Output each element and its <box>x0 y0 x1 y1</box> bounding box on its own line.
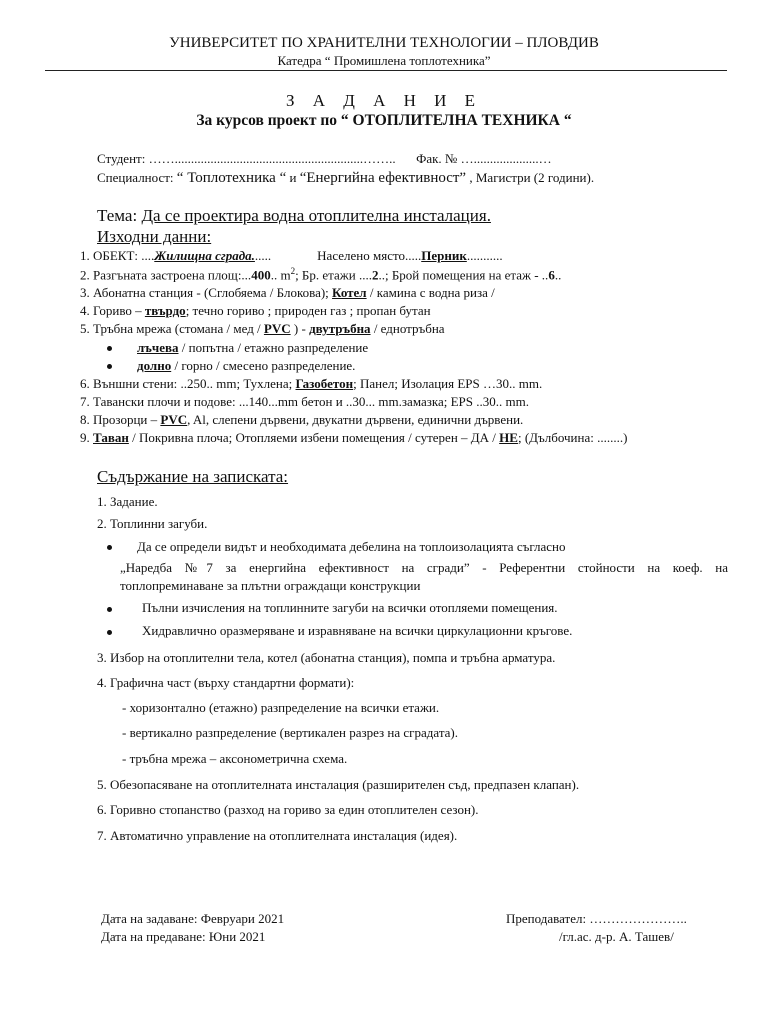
bullet-icon <box>107 364 112 369</box>
topic-text: Да се проектира водна отоплителна инсталация. <box>141 206 491 225</box>
item-8 <box>80 412 523 428</box>
item-5-label: 5. Тръбна мрежа (стомана / мед / <box>80 321 264 336</box>
item-2-rooms: 6 <box>548 267 555 283</box>
item-8-label: 8. Прозорци – <box>80 412 161 427</box>
contents-item-2-bullet-1-cont-b: топлопреминаване за плътни ограждащи конструкции <box>120 578 421 593</box>
item-3 <box>80 285 495 301</box>
item-8-pvc: PVC <box>160 412 188 427</box>
item-2-unit: .. m <box>270 267 291 283</box>
item-2-label: 2. Разгъната застроена площ:... <box>80 267 252 283</box>
university-name: УНИВЕРСИТЕТ ПО ХРАНИТЕЛНИ ТЕХНОЛОГИИ – ПЛОВДИВ <box>169 35 599 51</box>
item-1-object: Жилищна сграда. <box>154 248 255 263</box>
item-4-rest: ; течно гориво ; природен газ ; пропан бутан <box>185 303 431 318</box>
contents-item-7: 7. Автоматично управление на отоплителната инсталация (идея). <box>97 828 458 843</box>
item-6-label: 6. Външни стени: ..250.. mm; Тухлена; <box>80 376 296 391</box>
item-2-area: 400 <box>251 267 271 283</box>
contents-item-2-bullet-1-cont-a: „Наредба №7 за енергийна ефективност на сгради” - Референтни стойности на коеф. на <box>120 560 728 575</box>
specialty-label: Специалност: <box>97 170 177 185</box>
header-divider <box>45 70 727 71</box>
item-9-no: НЕ <box>499 430 518 445</box>
item-5-pvc: PVC <box>263 321 291 336</box>
specialty-2: “Енергийна ефективност” <box>299 170 467 186</box>
topic-line <box>97 206 491 226</box>
item-9-ceiling: Таван <box>93 430 129 445</box>
item-1-city-label: Населено място..... <box>317 248 422 263</box>
bullet-icon <box>107 607 112 612</box>
item-5-bullet-1-rest: / попътна / етажно разпределение <box>178 340 369 355</box>
topic-label: Тема: <box>97 206 142 225</box>
item-1-city: Перник <box>421 248 467 263</box>
item-5-radial: лъчева <box>137 340 179 355</box>
item-2-rooms-dots: .. <box>554 267 562 283</box>
document-title: З А Д А Н И Е <box>285 91 483 110</box>
teacher-name: /гл.ас. д-р. А. Ташев/ <box>559 929 674 944</box>
bullet-icon <box>107 545 112 550</box>
specialty-1: “ Топлотехника “ <box>176 170 287 186</box>
contents-item-2-bullet-2: Пълни изчисления на топлинните загуби на всички отопляеми помещения. <box>142 600 558 615</box>
item-2-floors-label: ; Бр. етажи .... <box>295 267 372 283</box>
contents-item-5: 5. Обезопасяване на отоплителната инсталация (разширителен съд, предпазен клапан). <box>97 777 580 792</box>
contents-item-2-bullet-3: Хидравлично оразмеряване и изравняване на всички циркулационни кръгове. <box>142 623 573 638</box>
student-line <box>97 151 552 167</box>
item-4-fuel: твърдо <box>144 303 186 318</box>
item-2-unit-sup: 2 <box>290 266 296 276</box>
contents-item-2-bullet-1: Да се определи видът и необходимата дебелина на топлоизолацията съгласно <box>137 539 566 554</box>
item-2-floors: 2 <box>371 267 379 283</box>
item-9-mid: / Покривна плоча; Отопляеми избени помещения / сутерен – ДА / <box>128 430 500 445</box>
item-3-rest: / камина с водна риза / <box>366 285 495 300</box>
item-6 <box>80 376 542 392</box>
specialty-and: и <box>286 170 300 185</box>
item-4-label: 4. Гориво – <box>80 303 145 318</box>
item-5-bullet-2-rest: / горно / смесено разпределение. <box>171 358 356 373</box>
item-5-bullet-2 <box>137 358 355 374</box>
item-3-label: 3. Абонатна станция - (Сглобяема / Блокова); <box>80 285 333 300</box>
contents-item-4: 4. Графична част (върху стандартни формати): <box>97 675 355 690</box>
contents-heading: Съдържание на записката: <box>97 467 289 486</box>
specialty-tail: , Магистри (2 години). <box>466 170 595 185</box>
item-7: 7. Тавански плочи и подове: ...140...mm бетон и ..30... mm.замазка; EPS ..30.. mm. <box>80 394 529 409</box>
item-3-boiler: Котел <box>332 285 367 300</box>
submit-date: Дата на предаване: Юни 2021 <box>101 929 266 944</box>
student-label: Студент: <box>97 151 149 166</box>
item-6-gas-concrete: Газобетон <box>295 376 354 391</box>
contents-item-6: 6. Горивно стопанство (разход на гориво за един отоплителен сезон). <box>97 802 479 817</box>
item-5-rest: / еднотръбна <box>370 321 445 336</box>
specialty-line <box>97 170 594 187</box>
initial-data-heading: Изходни данни: <box>97 227 212 246</box>
item-5-sep: ) - <box>290 321 310 336</box>
item-6-rest: ; Панел; Изолация EPS …30.. mm. <box>353 376 543 391</box>
item-4 <box>80 303 431 319</box>
department-name: Катедра “ Промишлена топлотехника” <box>277 53 491 68</box>
contents-item-3: 3. Избор на отоплителни тела, котел (абонатна станция), помпа и тръбна арматура. <box>97 650 556 665</box>
item-1-city-dots: ........... <box>466 248 503 263</box>
document-subtitle: За курсов проект по “ ОТОПЛИТЕЛНА ТЕХНИКА “ <box>196 112 572 129</box>
bullet-icon <box>107 346 112 351</box>
item-9 <box>80 430 627 446</box>
contents-item-1: 1. Задание. <box>97 494 158 509</box>
item-2-rooms-label: ..; Брой помещения на етаж - .. <box>378 267 549 283</box>
item-1-dots: ..... <box>254 248 272 263</box>
item-9-rest: ; (Дълбочина: ........) <box>517 430 628 445</box>
contents-item-2: 2. Топлинни загуби. <box>97 516 208 531</box>
item-1 <box>80 248 503 264</box>
item-5 <box>80 321 445 337</box>
faculty-number-label: Фак. № <box>416 151 461 166</box>
item-5-bullet-1 <box>137 340 368 356</box>
item-5-two-pipe: двутръбна <box>309 321 371 336</box>
contents-item-4c: - тръбна мрежа – аксонометрична схема. <box>122 751 348 766</box>
item-1-label: 1. ОБЕКТ: .... <box>80 248 155 263</box>
item-2 <box>80 266 561 283</box>
item-8-rest: , Al, слепени дървени, двукатни дървени, единични дървени. <box>187 412 524 427</box>
bullet-icon <box>107 630 112 635</box>
contents-item-4b: - вертикално разпределение (вертикален разрез на сградата). <box>122 725 459 740</box>
faculty-number-dots: …....................… <box>460 151 552 166</box>
item-5-lower: долно <box>137 358 172 373</box>
student-dots: ……..........................................................…….. <box>148 151 396 166</box>
contents-item-4a: - хоризонтално (етажно) разпределение на всички етажи. <box>122 700 440 715</box>
assign-date: Дата на задаване: Февруари 2021 <box>101 911 285 926</box>
item-9-label: 9. <box>80 430 93 445</box>
teacher-label: Преподавател: ………………….. <box>506 911 687 926</box>
